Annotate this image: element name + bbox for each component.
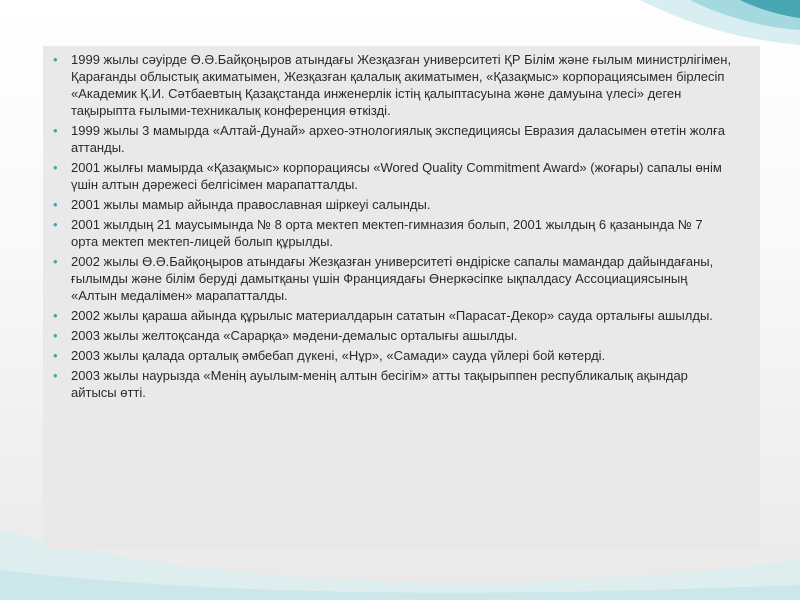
bullet-icon: • [53,123,58,138]
bullet-icon: • [53,308,58,323]
list-item [53,216,733,250]
list-item [53,196,733,213]
bullet-icon: • [53,254,58,269]
list-item-text: 2002 жылы Ө.Ә.Байқоңыров атындағы Жезқазған университеті өндіріске сапалы мамандар дайындағаны, ғылымды және білім беруді дамытқаны үшін Франциядағы Өнеркәсіпке ықпалдасу Ассоциациясының «Алтын медалімен» марапатталды. [71,254,714,303]
bullet-icon: • [53,328,58,343]
bullet-icon: • [53,368,58,383]
bullet-icon: • [53,52,58,67]
list-item [53,367,733,401]
list-item [53,327,733,344]
list-item [53,253,733,304]
list-item-text: 2001 жылғы мамырда «Қазақмыс» корпорациясы «Wored Quality Commitment Award» (жоғары) сапалы өнім үшін алтын дәрежесі белгісімен марапатталды. [71,160,722,192]
list-item [53,307,733,324]
list-item-text: 2002 жылы қараша айында құрылыс материалдарын сататын «Парасат-Декор» сауда орталығы ашылды. [71,308,713,323]
bullet-list [53,51,733,404]
bullet-icon: • [53,160,58,175]
list-item-text: 2001 жылы мамыр айында православная шіркеуі салынды. [71,197,431,212]
list-item [53,159,733,193]
list-item-text: 2003 жылы наурызда «Менің ауылым-менің алтын бесігім» атты тақырыппен республикалық ақындар айтысы өтті. [71,368,688,400]
list-item-text: 1999 жылы 3 мамырда «Алтай-Дунай» архео-этнологиялық экспедициясы Евразия даласымен өтетін жолға аттанды. [71,123,725,155]
bullet-icon: • [53,348,58,363]
list-item [53,122,733,156]
list-item [53,51,733,119]
list-item-text: 2001 жылдың 21 маусымында № 8 орта мектеп мектеп-гимназия болып, 2001 жылдың 6 қазанында № 7 орта мектеп мектеп-лицей болып құрылды. [71,217,703,249]
list-item-text: 1999 жылы сәуірде Ө.Ә.Байқоңыров атындағы Жезқазған университеті ҚР Білім және ғылым министрлігімен, Қарағанды облыстық акиматымен, Жезқазған қалалық акиматымен, «Қазақмыс» корпорациясымен бірлесіп «Академик Қ.И. Сәтбаевтың Қазақстанда инженерлік істің қалыптасуына және дамуына үлесі» деген тақырыпта ғылыми-техникалық конференция өткізді. [71,52,732,118]
list-item [53,347,733,364]
list-item-text: 2003 жылы қалада орталық әмбебап дүкені, «Нұр», «Самади» сауда үйлері бой көтерді. [71,348,606,363]
bullet-icon: • [53,217,58,232]
list-item-text: 2003 жылы желтоқсанда «Сарарқа» мәдени-демалыс орталығы ашылды. [71,328,518,343]
bullet-icon: • [53,197,58,212]
